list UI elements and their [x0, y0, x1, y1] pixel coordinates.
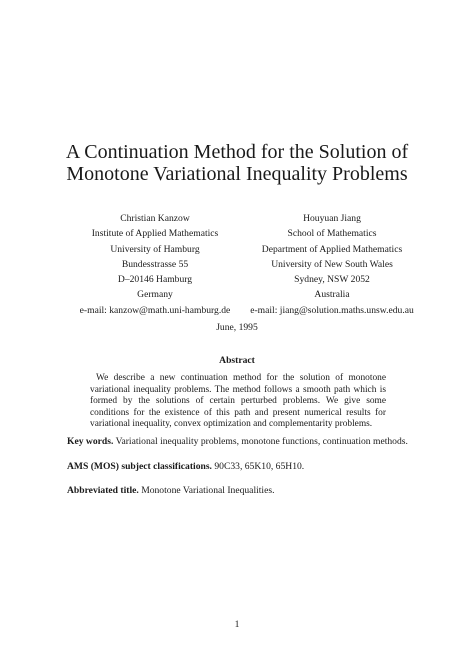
author-affiliation: School of Mathematics	[287, 228, 377, 240]
paper-title: A Continuation Method for the Solution of Monotone Variational Inequality Problems	[65, 141, 409, 185]
author-department: Department of Applied Mathematics	[261, 243, 403, 255]
author-city: D–20146 Hamburg	[117, 274, 193, 286]
author-jiang	[222, 211, 442, 318]
author-name: Houyuan Jiang	[303, 213, 361, 224]
author-email: e-mail: kanzow@math.uni-hamburg.de	[79, 304, 231, 316]
abstract-text: We describe a new continuation method for the solution of monotone variational inequality problems. The method follows a smooth path which is formed by the solutions of certain perturbed problems. We give some conditions for the existence of this path and present numerical results for variational inequality, convex optimization and complementarity problems.	[90, 373, 386, 430]
abstract-heading: Abstract	[219, 355, 255, 366]
abbreviated-title-paragraph	[67, 485, 417, 497]
author-city: Sydney, NSW 2052	[294, 274, 370, 286]
abbreviated-title-label: Abbreviated title.	[67, 485, 139, 496]
ams-text: 90C33, 65K10, 65H10.	[214, 461, 305, 472]
author-email: e-mail: jiang@solution.maths.unsw.edu.au	[250, 304, 414, 316]
keywords-paragraph	[67, 436, 417, 448]
keywords-label: Key words.	[67, 436, 114, 447]
author-street: Bundesstrasse 55	[121, 258, 189, 270]
keywords-text: Variational inequality problems, monotone functions, continuation methods.	[115, 436, 408, 447]
ams-label: AMS (MOS) subject classifications.	[67, 461, 212, 472]
page-number: 1	[234, 619, 240, 630]
ams-paragraph	[67, 461, 417, 473]
author-university: University of Hamburg	[110, 243, 200, 255]
publication-date: June, 1995	[216, 322, 258, 333]
author-university: University of New South Wales	[271, 258, 393, 270]
author-name: Christian Kanzow	[120, 213, 190, 224]
author-affiliation: Institute of Applied Mathematics	[91, 228, 219, 240]
abbreviated-title-text: Monotone Variational Inequalities.	[141, 485, 275, 496]
author-country: Germany	[137, 289, 173, 301]
author-country: Australia	[314, 289, 350, 301]
